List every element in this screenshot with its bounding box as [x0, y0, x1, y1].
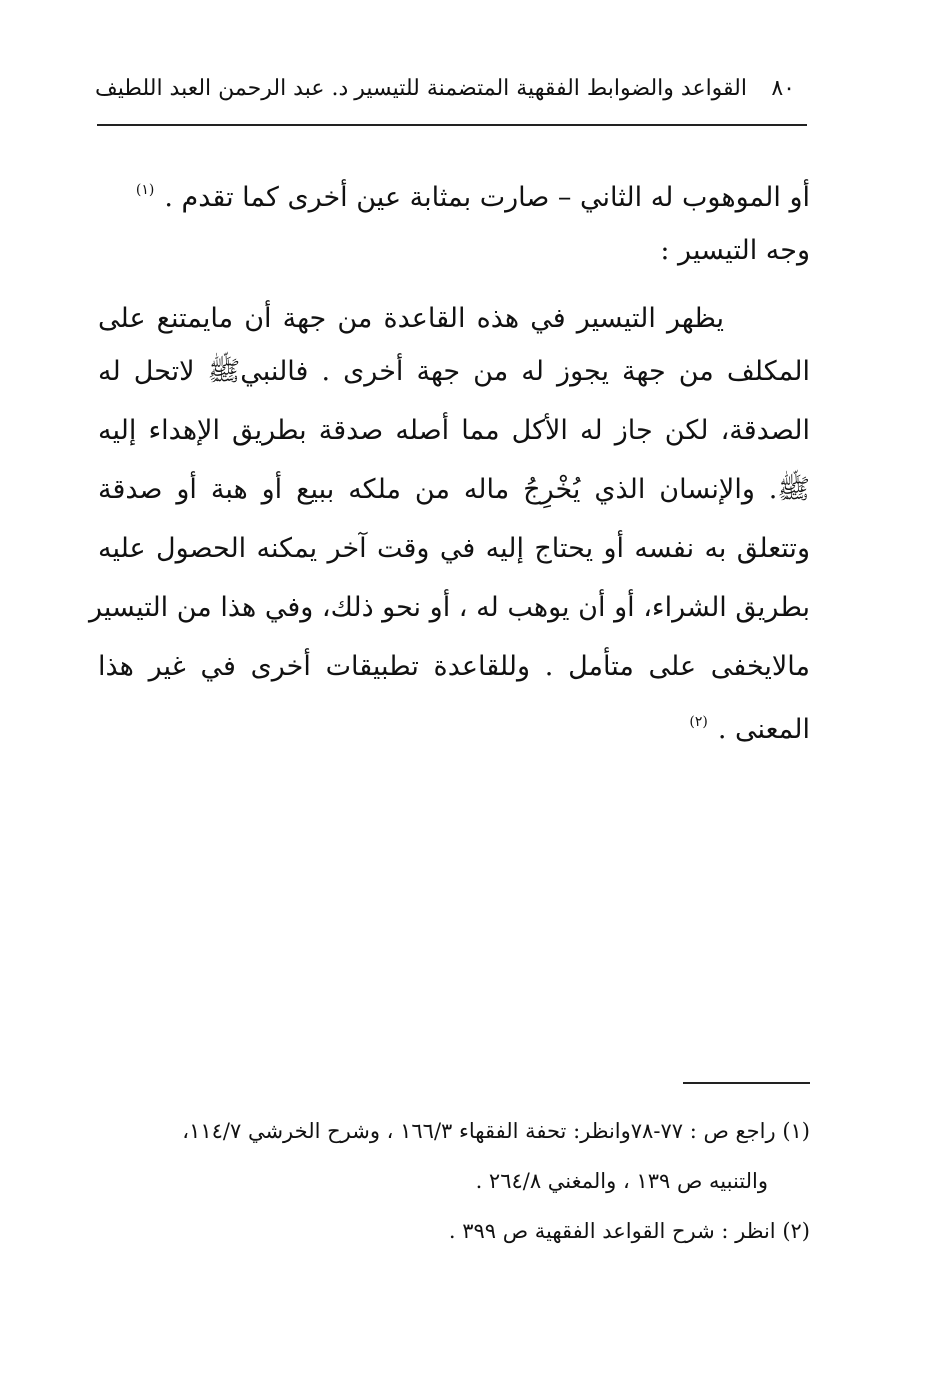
footnote-ref-1: (١)	[135, 182, 155, 198]
footnote-1-line-2: والتنبيه ص ١٣٩ ، والمغني ٢٦٤/٨ .	[475, 1169, 768, 1193]
section-heading: وجه التيسير :	[660, 235, 810, 266]
paragraph-line-2: المكلف من جهة يجوز له من جهة أخرى . فالنبيﷺ لاتحل له	[98, 356, 810, 387]
author-name: د. عبد الرحمن العبد اللطيف	[95, 76, 349, 101]
footnote-2: (٢) انظر : شرح القواعد الفقهية ص ٣٩٩ .	[448, 1219, 810, 1243]
header-rule	[97, 124, 807, 126]
paragraph-line-6: بطريق الشراء، أو أن يوهب له ، أو نحو ذلك، وفي هذا من التيسير	[89, 592, 810, 623]
paragraph-line-8	[98, 700, 810, 744]
paragraph-line-5: وتتعلق به نفسه أو يحتاج إليه في وقت آخر يمكنه الحصول عليه	[98, 533, 810, 564]
text-line-1-content: أو الموهوب له الثاني – صارت بمثابة عين أخرى كما تقدم .	[164, 182, 810, 213]
footnote-ref-2: (٢)	[689, 714, 708, 730]
paragraph-last-text: المعنى .	[717, 714, 810, 745]
book-title: القواعد والضوابط الفقهية المتضمنة للتيسير	[354, 76, 747, 101]
page-number: ٨٠	[771, 76, 795, 101]
running-header	[95, 66, 795, 116]
text-line-1	[98, 168, 810, 212]
paragraph-line-1: يظهر التيسير في هذه القاعدة من جهة أن مايمتنع على	[98, 303, 724, 334]
paragraph-line-7: مالايخفى على متأمل . وللقاعدة تطبيقات أخرى في غير هذا	[98, 651, 810, 682]
footnote-separator	[683, 1082, 810, 1084]
footnote-1-line-1: (١) راجع ص : ٧٧-٧٨وانظر: تحفة الفقهاء ١٦٦/٣ ، وشرح الخرشي ١١٤/٧،	[182, 1119, 810, 1143]
paragraph-line-4: ﷺ. والإنسان الذي يُخْرِجُ ماله من ملكه ببيع أو هبة أو صدقة	[98, 474, 810, 505]
paragraph-line-3: الصدقة، لكن جاز له الأكل مما أصله صدقة بطريق الإهداء إليه	[98, 415, 810, 446]
